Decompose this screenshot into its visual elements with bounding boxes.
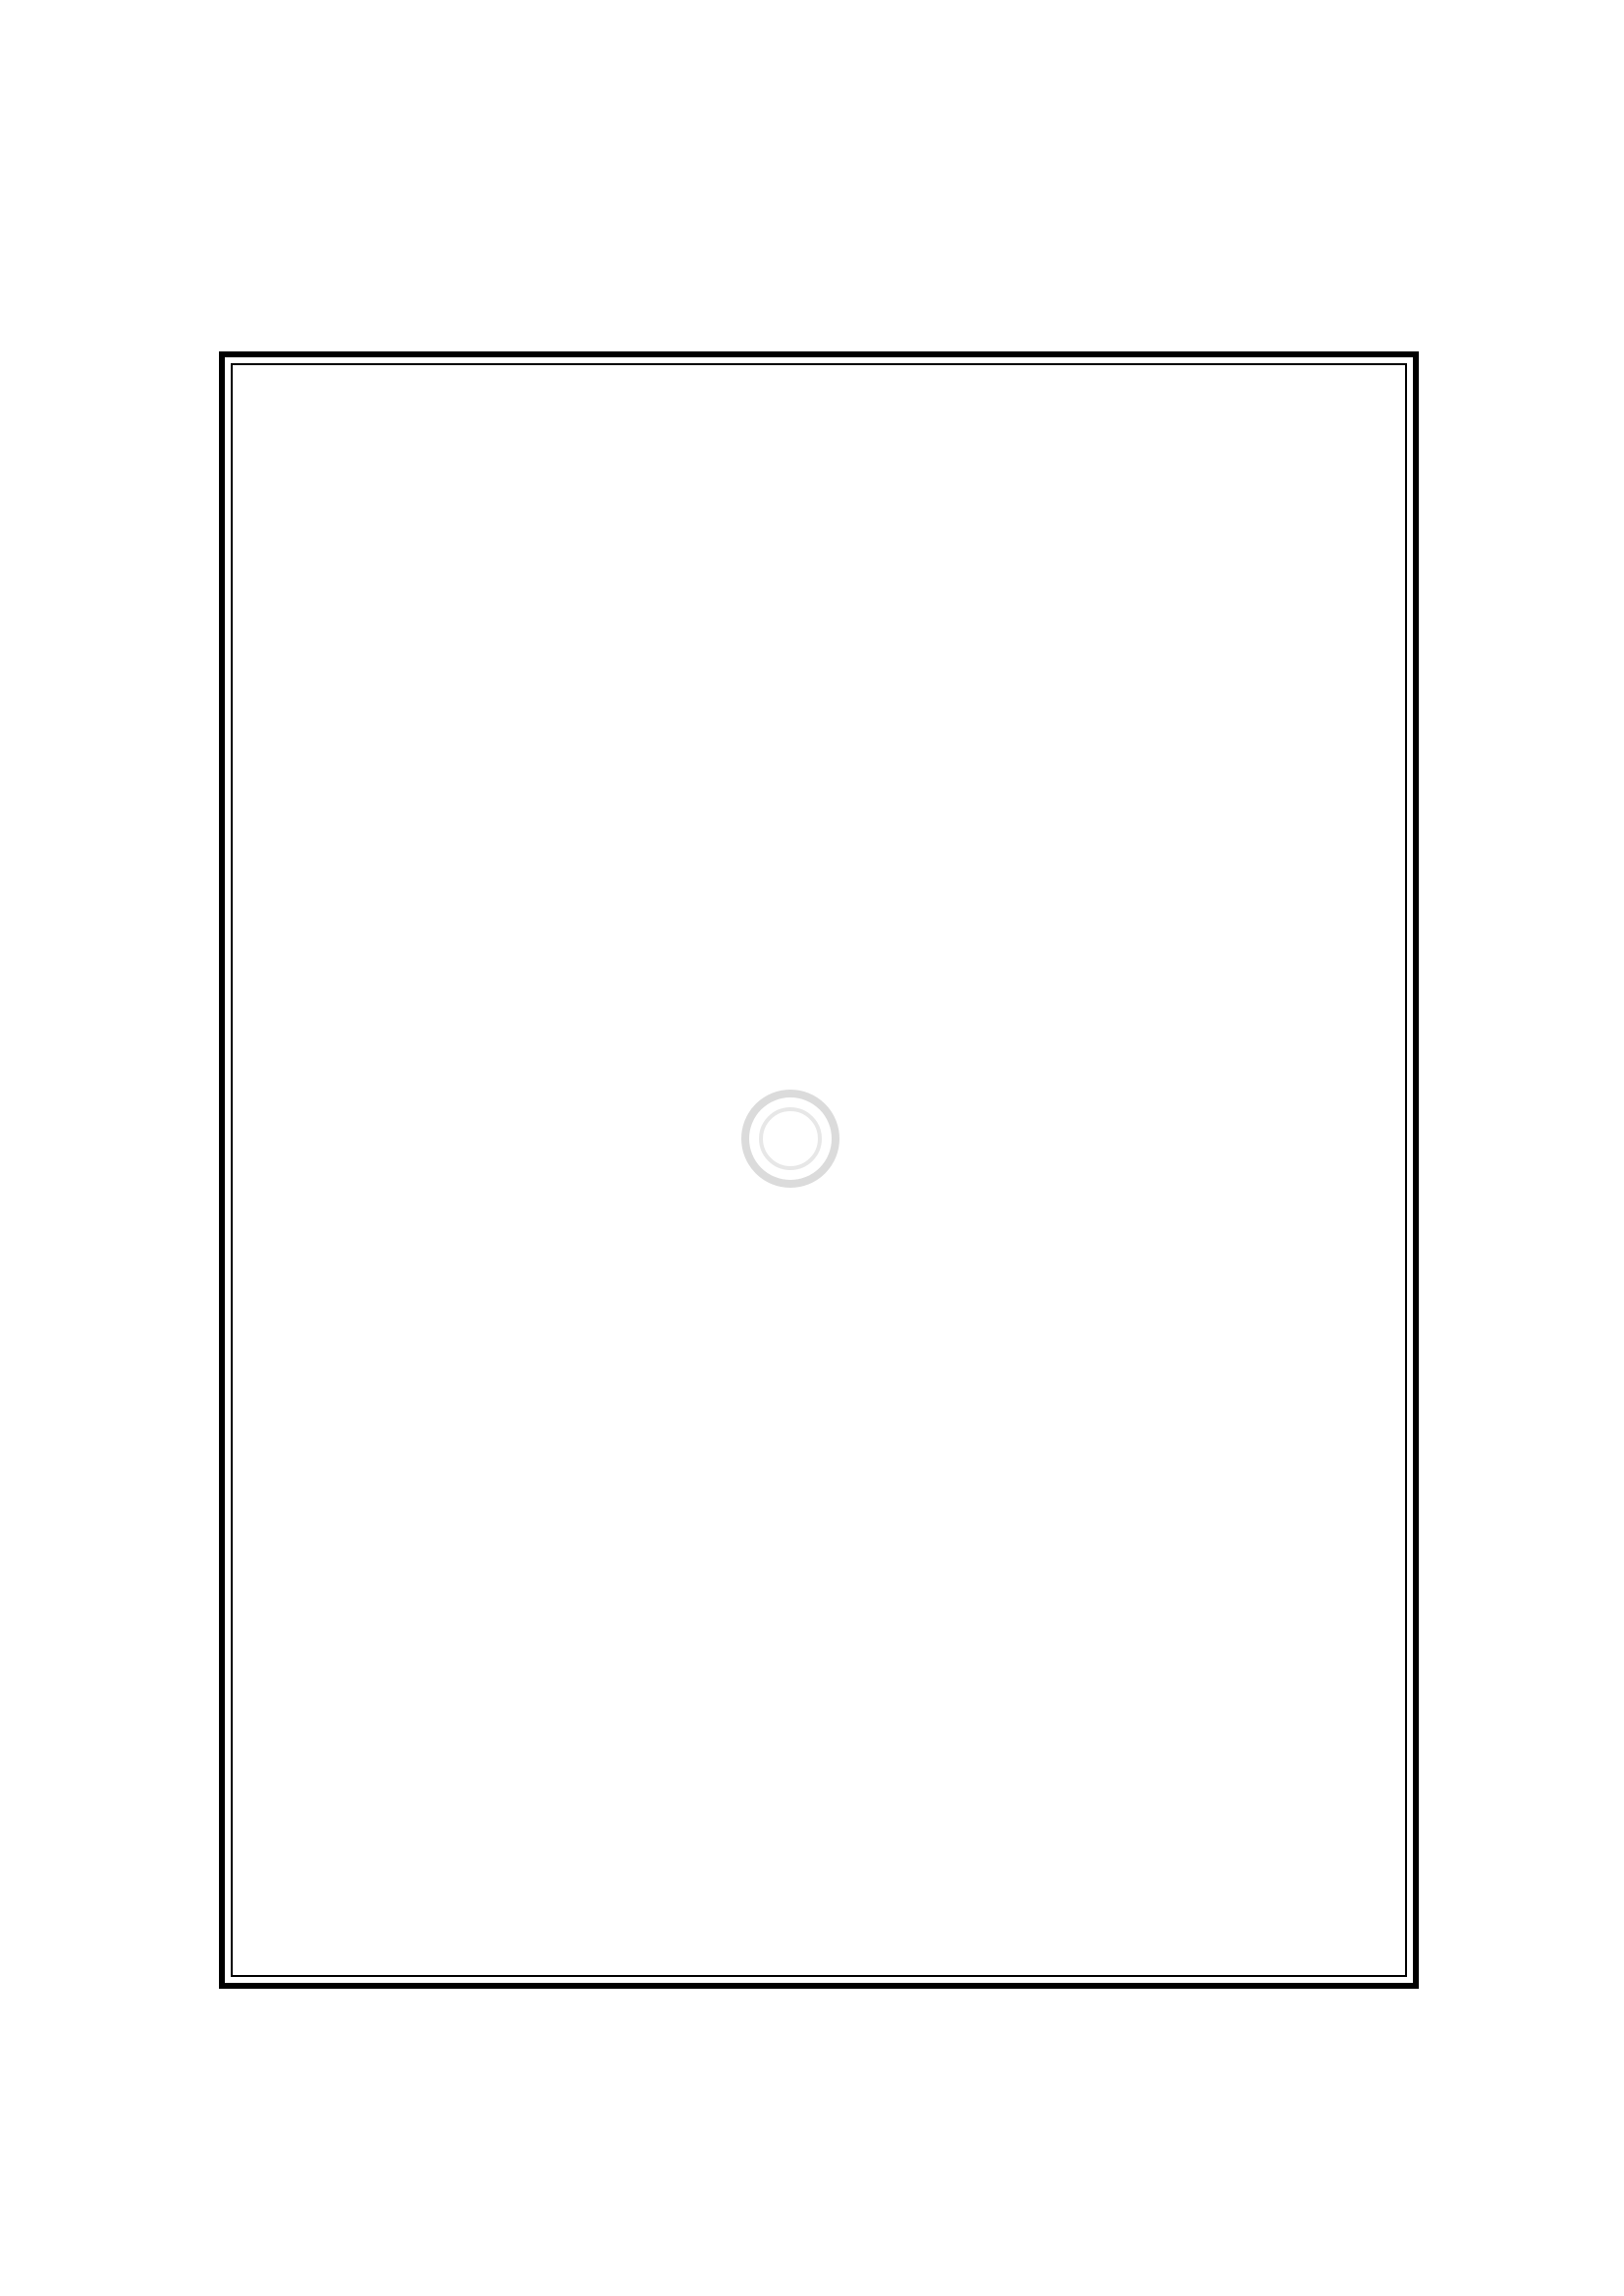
page-title (565, 293, 997, 351)
genealogy-table (231, 363, 1407, 1977)
genealogy-table-frame (219, 351, 1419, 1989)
